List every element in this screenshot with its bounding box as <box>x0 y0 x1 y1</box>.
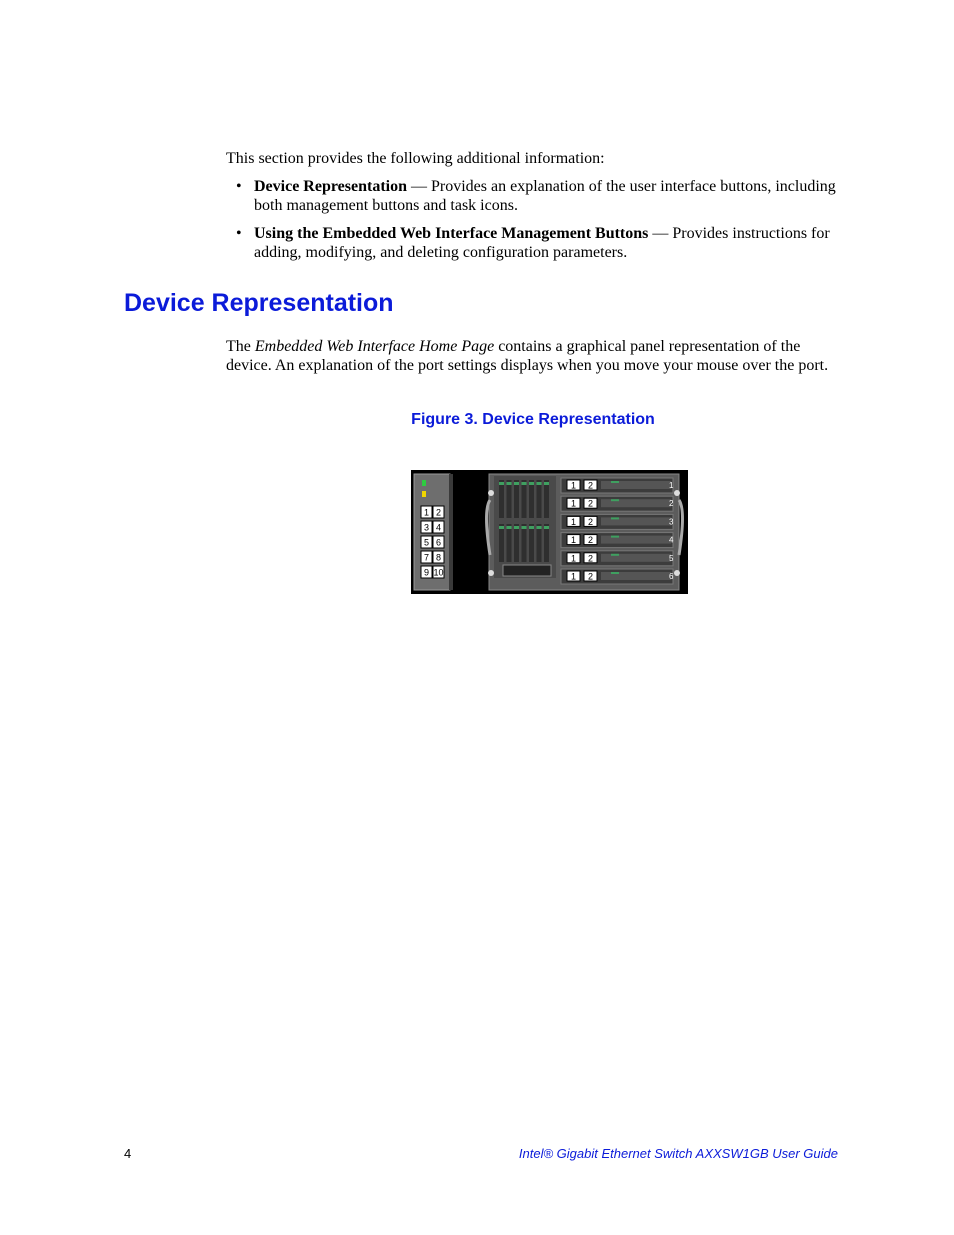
fan-slot-led <box>529 526 534 529</box>
fan-slot <box>544 480 549 518</box>
body-paragraph <box>226 337 846 375</box>
switch-port-label: 5 <box>423 537 430 548</box>
fan-slot <box>529 480 534 518</box>
device-panel-figure <box>411 470 688 594</box>
slot-number: 4 <box>669 535 674 545</box>
footer-title: Intel® Gigabit Ethernet Switch AXXSW1GB User Guide <box>518 1146 838 1161</box>
blade-led <box>611 481 619 483</box>
switch-port-label: 8 <box>435 552 442 563</box>
fan-slot-led <box>499 526 504 529</box>
fan-slot <box>537 524 542 562</box>
switch-port-label: 3 <box>423 522 430 533</box>
bullet-marker: • <box>236 178 242 195</box>
bullet-bold-text: Using the Embedded Web Interface Management Buttons <box>254 225 649 242</box>
fan-slot-led <box>499 482 504 485</box>
slot-number: 6 <box>669 572 674 581</box>
blade-port-label: 2 <box>587 480 594 491</box>
fan-slot-led <box>507 526 512 529</box>
blade-port-label: 1 <box>570 553 577 564</box>
slot-number: 1 <box>669 481 674 490</box>
left-port-group[interactable] <box>421 506 444 578</box>
fan-slot <box>529 524 534 562</box>
fan-slot-led <box>537 526 542 529</box>
fan-slot <box>522 524 527 562</box>
bullet-marker: • <box>236 225 242 242</box>
blade-led <box>611 536 619 538</box>
fan-slot <box>522 480 527 518</box>
bullet-list <box>226 177 846 271</box>
mount-screw <box>488 490 494 496</box>
page-number: 4 <box>124 1146 132 1161</box>
fan-slot <box>507 524 512 562</box>
bullet-text: — Provides instructions for adding, modifying, and deleting configuration parameters. <box>254 225 830 261</box>
blade-port-label: 1 <box>570 535 577 546</box>
power-connector <box>503 565 551 576</box>
blade-port-label: 1 <box>570 571 577 582</box>
fan-slot-led <box>537 482 542 485</box>
mount-screw <box>488 570 494 576</box>
fan-slot <box>514 524 519 562</box>
body-text-post: contains a graphical panel representation of the device. An explanation of the port settings displays when you move your mouse over the port. <box>226 338 829 374</box>
fan-slot-led <box>529 482 534 485</box>
bullet-bold-text: Device Representation <box>254 178 407 195</box>
fan-slot <box>537 480 542 518</box>
switch-port-label: 2 <box>435 507 442 518</box>
fan-slot-led <box>522 526 527 529</box>
blade-led <box>611 554 619 556</box>
fan-slot-led <box>507 482 512 485</box>
fan-slot <box>544 524 549 562</box>
fan-slot <box>507 480 512 518</box>
body-text-italic: Embedded Web Interface Home Page <box>254 338 495 355</box>
status-led-yellow <box>422 491 426 497</box>
figure-caption: Figure 3. Device Representation <box>411 411 655 428</box>
blade-port-label: 2 <box>587 535 594 546</box>
body-text-pre: The <box>226 338 255 355</box>
switch-port-label: 10 <box>433 567 444 578</box>
status-led-green <box>422 480 426 486</box>
blade-port-label: 2 <box>587 571 594 582</box>
fan-slot-led <box>514 526 519 529</box>
slot-number: 2 <box>669 499 674 509</box>
mount-screw <box>674 570 680 576</box>
switch-port-label: 9 <box>423 567 430 578</box>
fan-slot-led <box>544 482 549 485</box>
fan-slot <box>499 480 504 518</box>
fan-slot <box>514 480 519 518</box>
blade-led <box>611 517 619 519</box>
slot-number: 3 <box>669 517 674 527</box>
blade-led <box>611 499 619 501</box>
switch-port-label: 1 <box>423 507 430 518</box>
bullet-text: — Provides an explanation of the user interface buttons, including both management buttons and task icons. <box>254 178 836 214</box>
fan-slot-led <box>522 482 527 485</box>
mount-screw <box>674 490 680 496</box>
fan-slot-led <box>544 526 549 529</box>
blade-led <box>611 572 619 574</box>
blade-port-label: 2 <box>587 498 594 509</box>
blade-port-label: 1 <box>570 516 577 527</box>
blade-port-label: 2 <box>587 516 594 527</box>
bullet-item-device-representation <box>226 177 846 215</box>
intro-paragraph: This section provides the following additional information: <box>226 150 605 167</box>
switch-port-label: 7 <box>423 552 430 563</box>
module-edge <box>449 474 453 590</box>
blade-port-label: 1 <box>570 498 577 509</box>
switch-port-label: 6 <box>435 537 442 548</box>
blade-port-label: 1 <box>570 480 577 491</box>
bullet-item-management-buttons <box>226 224 846 262</box>
blade-port-label: 2 <box>587 553 594 564</box>
section-heading: Device Representation <box>124 289 394 317</box>
switch-port-label: 4 <box>435 522 442 533</box>
fan-slot-led <box>514 482 519 485</box>
fan-slot <box>499 524 504 562</box>
slot-number: 5 <box>669 553 674 563</box>
